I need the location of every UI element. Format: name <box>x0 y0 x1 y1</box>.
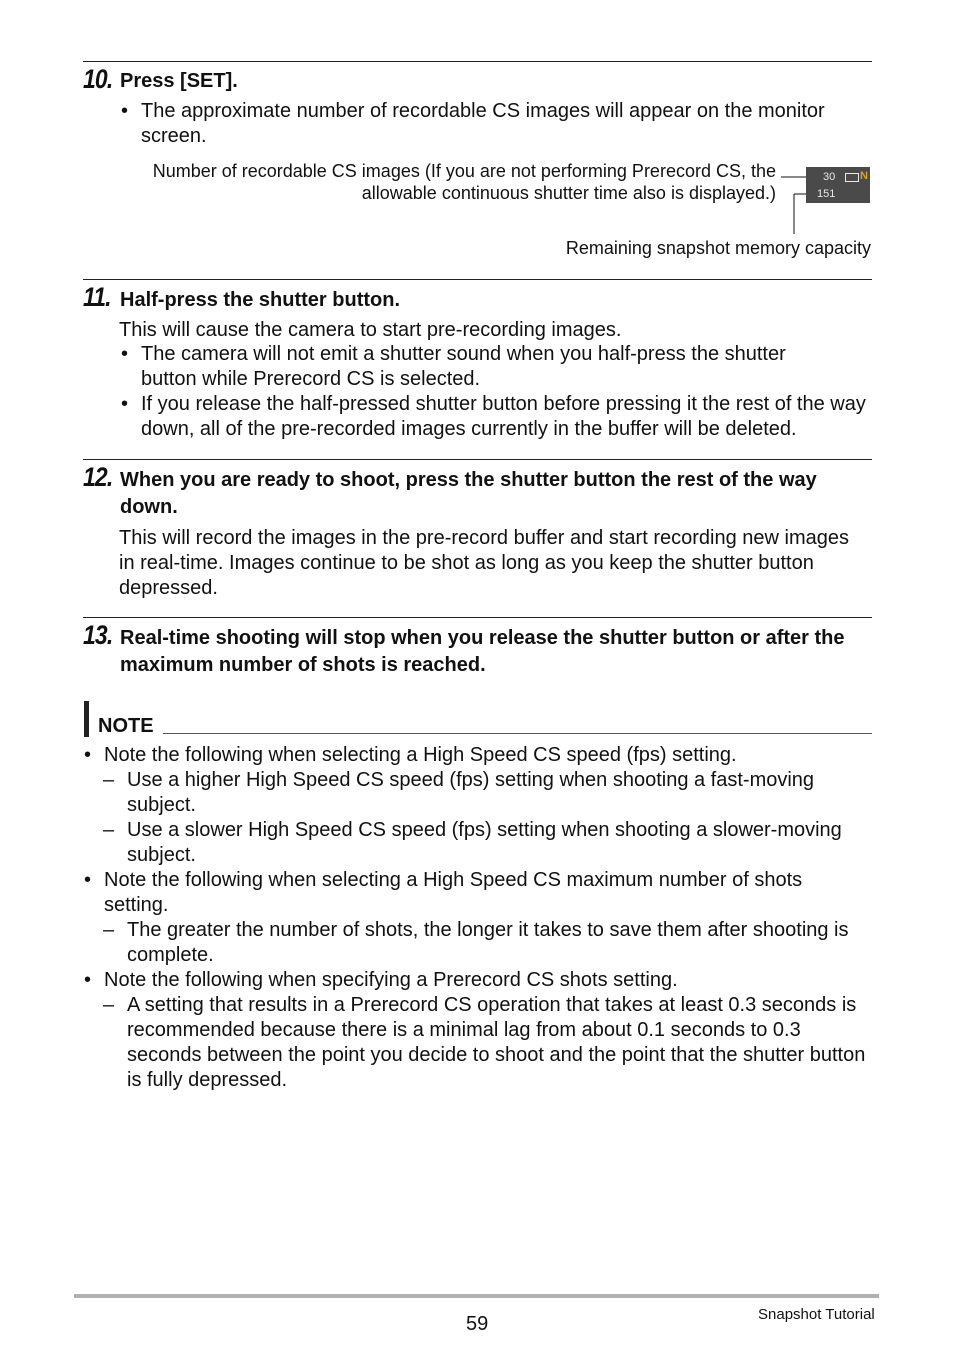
lcd-snapshot-count: 151 <box>817 188 836 200</box>
step-body: This will record the images in the pre-record buffer and start recording new images in real-time. Images continue to be shot as long as you keep the shutter button depressed. <box>119 527 849 599</box>
callout-lines <box>0 0 954 260</box>
section-divider <box>83 279 872 280</box>
note-subitem-text: A setting that results in a Prerecord CS operation that takes at least 0.3 seconds is recommended because there is a minimal lag from about 0.1 seconds to 0.3 seconds between the point you decide to shoot and the point that the shutter button is fully depressed. <box>127 994 866 1091</box>
step-body: This will cause the camera to start pre-recording images. <box>119 319 622 341</box>
bullet-icon: • <box>84 969 92 991</box>
bullet-icon: • <box>84 869 92 891</box>
memory-card-icon <box>845 173 859 182</box>
note-item-text: Note the following when selecting a High Speed CS speed (fps) setting. <box>104 744 737 766</box>
note-heading: NOTE <box>98 715 154 737</box>
footer-rule <box>74 1294 879 1298</box>
dash-icon: – <box>103 769 115 791</box>
note-subitem <box>103 818 872 868</box>
step-title: When you are ready to shoot, press the shutter button the rest of the way down. <box>120 469 817 518</box>
list-item-text: The approximate number of recordable CS images will appear on the monitor screen. <box>141 100 825 147</box>
step-number: 13. <box>83 620 113 650</box>
note-subitem <box>103 768 865 818</box>
list-item-text: The camera will not emit a shutter sound when you half-press the shutter button while Prerecord CS is selected. <box>141 343 786 390</box>
step-title: Real-time shooting will stop when you release the shutter button or after the maximum number of shots is reached. <box>120 627 845 676</box>
bullet-icon: • <box>121 343 129 365</box>
lcd-quality: N <box>860 170 868 182</box>
dash-icon: – <box>103 994 115 1016</box>
note-item-text: Note the following when specifying a Prerecord CS shots setting. <box>104 969 678 991</box>
figure-caption-snapshot: Remaining snapshot memory capacity <box>565 238 871 258</box>
step-title: Half-press the shutter button. <box>120 289 401 311</box>
section-divider <box>83 617 872 618</box>
footer-section-label: Snapshot Tutorial <box>758 1306 875 1323</box>
note-item <box>84 868 854 918</box>
list-item-text: If you release the half-pressed shutter button before pressing it the rest of the way down, all of the pre-recorded images currently in the buffer will be deleted. <box>141 393 866 440</box>
note-rule <box>163 733 872 734</box>
list-item <box>121 342 841 392</box>
step-number: 10. <box>83 64 113 94</box>
note-subitem <box>103 993 872 1093</box>
note-subitem-text: Use a higher High Speed CS speed (fps) setting when shooting a fast-moving subject. <box>127 769 815 816</box>
note-item <box>84 968 872 993</box>
section-divider <box>83 459 872 460</box>
step-number: 11. <box>83 282 111 312</box>
list-item <box>121 392 876 442</box>
note-bar <box>84 701 89 737</box>
note-subitem-text: Use a slower High Speed CS speed (fps) setting when shooting a slower-moving subject. <box>127 819 842 866</box>
dash-icon: – <box>103 819 115 841</box>
page-number: 59 <box>466 1313 489 1335</box>
note-subitem-text: The greater the number of shots, the longer it takes to save them after shooting is complete. <box>127 919 849 966</box>
note-item <box>84 743 872 768</box>
figure-caption-cs: Number of recordable CS images (If you are not performing Prerecord CS, the allowable continuous shutter time also is displayed.) <box>152 161 776 203</box>
step-number: 12. <box>83 462 113 492</box>
bullet-icon: • <box>84 744 92 766</box>
lcd-display <box>806 167 870 203</box>
lcd-cs-count: 30 <box>823 171 836 183</box>
note-item-text: Note the following when selecting a High Speed CS maximum number of shots setting. <box>104 869 803 916</box>
step-title: Press [SET]. <box>120 70 238 92</box>
dash-icon: – <box>103 919 115 941</box>
bullet-icon: • <box>121 100 129 122</box>
note-subitem <box>103 918 872 968</box>
bullet-icon: • <box>121 393 129 415</box>
